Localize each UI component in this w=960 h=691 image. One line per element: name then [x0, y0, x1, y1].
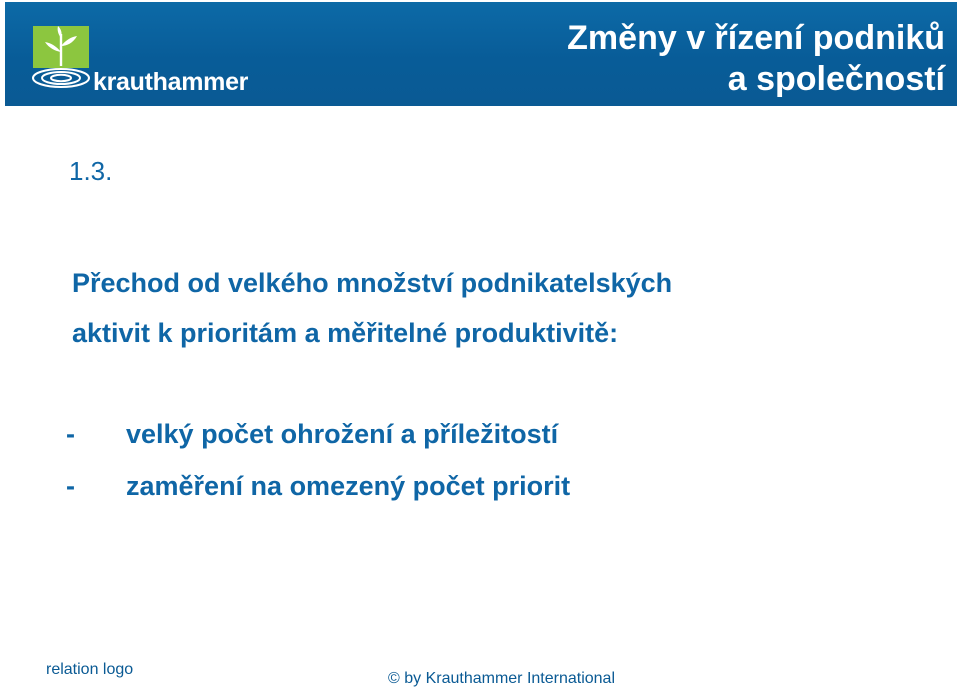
bullet-marker: - [66, 419, 75, 449]
section-number: 1.3. [69, 156, 113, 186]
list-item [66, 466, 926, 518]
intro-line-2: aktivit k prioritám a měřitelné produktivitě: [72, 318, 619, 348]
bullet-text: zaměření na omezený počet priorit [126, 471, 571, 501]
krauthammer-logo [31, 26, 261, 98]
relation-logo-text: relation logo [46, 661, 134, 678]
header-bar [5, 2, 957, 106]
slide-title [567, 18, 945, 100]
list-item [66, 414, 926, 466]
title-line-1: Změny v řízení podniků [567, 19, 945, 57]
krauthammer-logo-icon [31, 26, 91, 96]
logo-wordmark: krauthammer [93, 68, 249, 96]
bullet-text: velký počet ohrožení a příležitostí [126, 419, 559, 449]
intro-line-1: Přechod od velkého množství podnikatelských [72, 268, 673, 298]
intro-text [72, 258, 932, 358]
bullet-marker: - [66, 471, 75, 501]
copyright-text: © by Krauthammer International [388, 670, 616, 687]
title-line-2: a společností [727, 60, 945, 98]
bullet-list [66, 414, 926, 518]
